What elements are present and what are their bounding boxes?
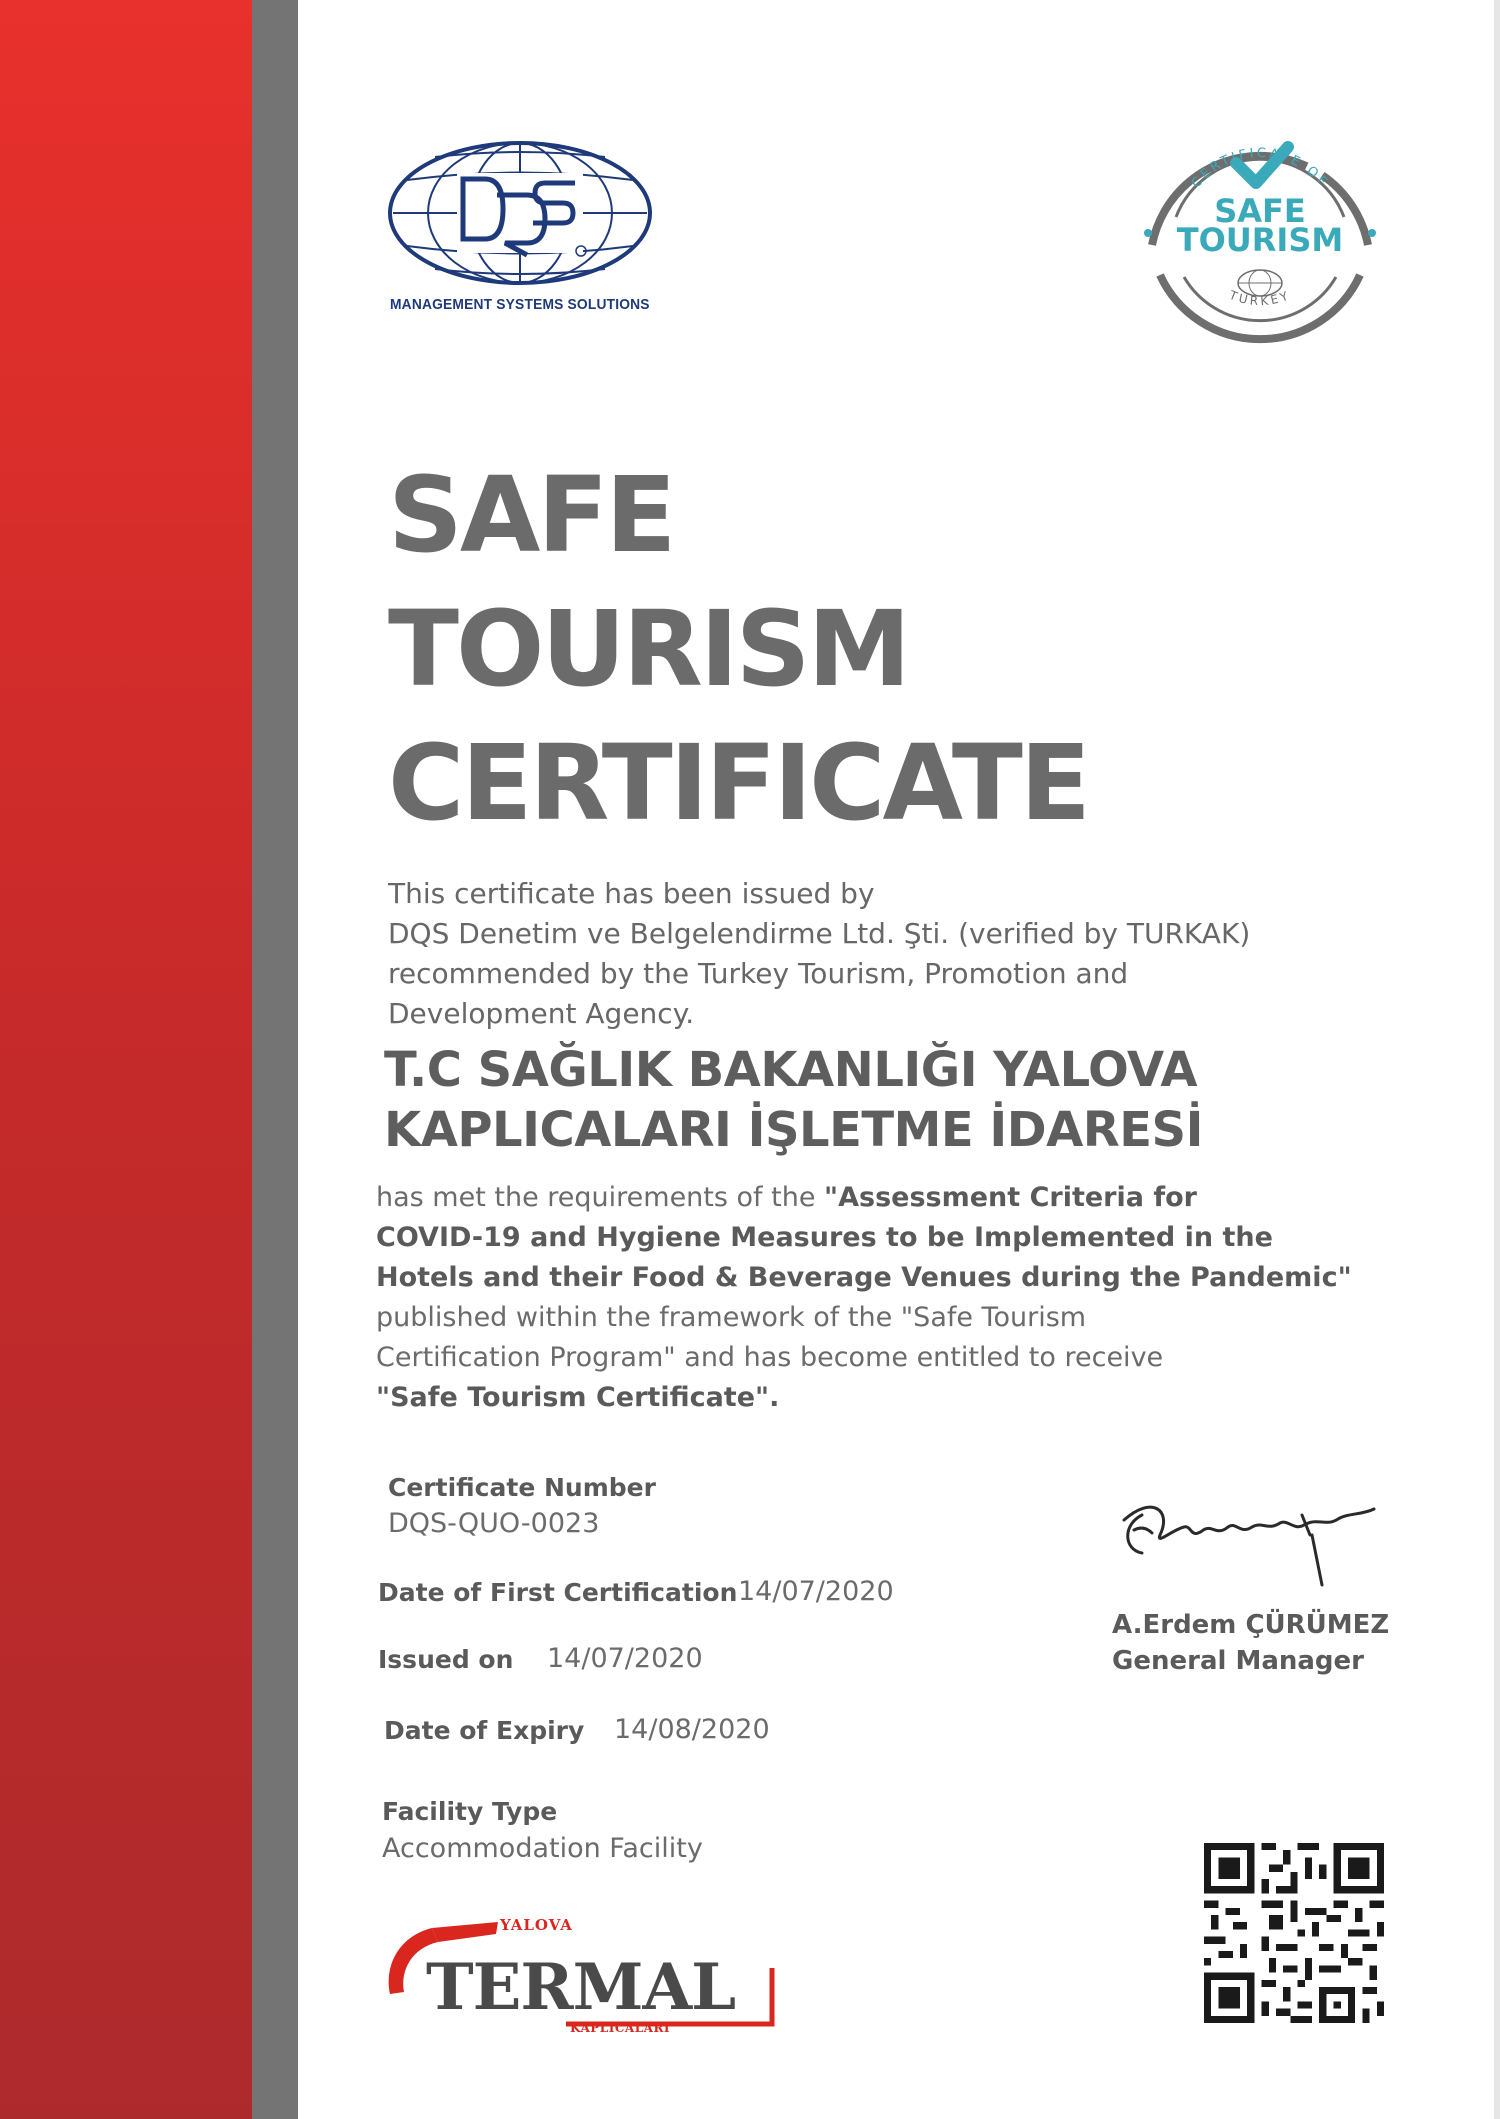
title-line-3: CERTIFICATE [388,722,1088,844]
organization-line: KAPLICALARI İŞLETME İDARESİ [384,1102,1203,1158]
svg-text:CERTIFICATE OF: CERTIFICATE OF [1188,145,1332,192]
svg-text:TURKEY: TURKEY [1227,287,1293,309]
expiry-value: 14/08/2020 [614,1714,770,1745]
certificate-title [388,448,1088,850]
body-bold-text: Hotels and their Food & Beverage Venues during the Pandemic" [376,1262,1352,1293]
body-text: has met the requirements of the [376,1182,825,1213]
dqs-logo [385,135,655,320]
first-certification-label: Date of First Certification [378,1578,738,1607]
certificate-number-value: DQS-QUO-0023 [388,1508,600,1539]
facility-type-value: Accommodation Facility [382,1833,703,1864]
termal-logo-word: TERMAL [426,1950,736,2025]
facility-type-label: Facility Type [382,1797,558,1826]
certificate-number-label: Certificate Number [388,1473,656,1502]
intro-line: Development Agency. [388,997,695,1030]
termal-logo-top-text: YALOVA [500,1916,573,1934]
organization-line: T.C SAĞLIK BAKANLIĞI YALOVA [384,1042,1197,1098]
dqs-logo-caption: MANAGEMENT SYSTEMS SOLUTIONS [390,296,650,313]
first-certification-value: 14/07/2020 [738,1576,894,1607]
body-text: published within the framework of the "Safe Tourism [376,1302,1087,1333]
body-text: Certification Program" and has become entitled to receive [376,1342,1164,1373]
red-side-band [0,0,252,2119]
right-edge-strip [1494,0,1500,2119]
issued-on-value: 14/07/2020 [547,1643,703,1674]
intro-line: recommended by the Turkey Tourism, Promotion and [388,957,1129,990]
body-bold-text: COVID-19 and Hygiene Measures to be Implemented in the [376,1222,1273,1253]
seal-tourism-text: TOURISM [1176,221,1344,259]
seal-safe-text: SAFE [1214,192,1306,230]
signature-image [1112,1475,1387,1595]
expiry-label: Date of Expiry [384,1716,585,1745]
qr-code[interactable] [1204,1843,1384,2023]
safe-tourism-seal [1130,105,1390,365]
gray-side-band [252,0,298,2119]
termal-logo-bottom-text: KAPLICALARI [570,2021,671,2035]
title-line-1: SAFE [388,454,674,576]
small-dqs-emblem-icon [1238,270,1282,296]
certified-organization [384,1040,1203,1160]
title-line-2: TOURISM [388,588,908,710]
intro-line: This certificate has been issued by [388,877,875,910]
signatory-name: A.Erdem ÇÜRÜMEZ [1112,1610,1390,1640]
yalova-termal-logo [380,1908,780,2038]
intro-line: DQS Denetim ve Belgelendirme Ltd. Şti. (verified by TURKAK) [388,917,1251,950]
body-bold-text: "Assessment Criteria for [824,1182,1197,1213]
signatory-title: General Manager [1112,1646,1364,1676]
issuer-statement [388,874,1328,1034]
body-bold-text: "Safe Tourism Certificate". [376,1382,780,1413]
requirements-statement [376,1178,1352,1418]
issued-on-label: Issued on [378,1645,514,1674]
